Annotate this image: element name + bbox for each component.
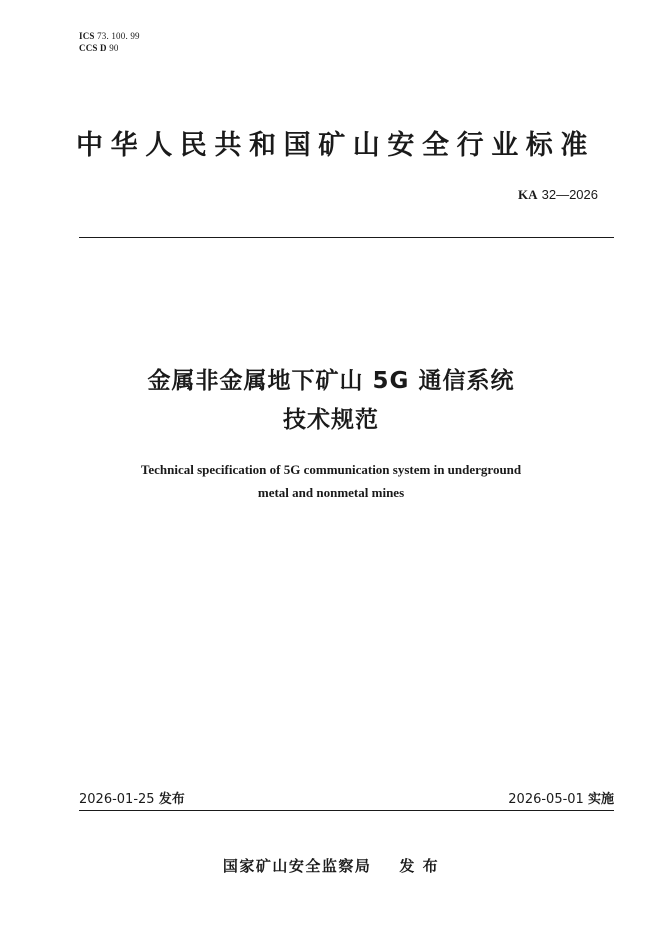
issuer-line (0, 856, 662, 876)
en-title-line2: metal and nonmetal mines (257, 485, 405, 500)
implementation-date: 2026-05-01 (508, 792, 584, 807)
ccs-label: CCS D (79, 43, 107, 53)
issuer-action: 发 布 (399, 857, 440, 875)
issuer-name: 国家矿山安全监察局 (222, 857, 372, 875)
ccs-value: 90 (109, 43, 119, 53)
ics-label: ICS (79, 31, 95, 41)
cn-title-line1: 金属非金属地下矿山 5G 通信系统 (147, 368, 515, 394)
standard-code: 32—2026 (541, 187, 598, 202)
footer-divider (79, 810, 614, 811)
ics-value: 73. 100. 99 (97, 31, 140, 41)
header-divider (79, 237, 614, 238)
release-word: 发布 (158, 792, 185, 807)
release-date-line (79, 792, 185, 808)
ccs-code (79, 43, 119, 54)
implementation-word: 实施 (587, 792, 614, 807)
standard-type-title: 中华人民共和国矿山安全行业标准 (76, 130, 595, 161)
ics-code (79, 31, 140, 42)
implementation-date-line (508, 792, 614, 808)
en-title-line1: Technical specification of 5G communication system in underground (140, 462, 522, 477)
release-date: 2026-01-25 (79, 792, 155, 807)
standard-number (518, 187, 598, 204)
cn-title-line2: 技术规范 (283, 407, 379, 433)
standard-prefix: KA (517, 187, 538, 202)
